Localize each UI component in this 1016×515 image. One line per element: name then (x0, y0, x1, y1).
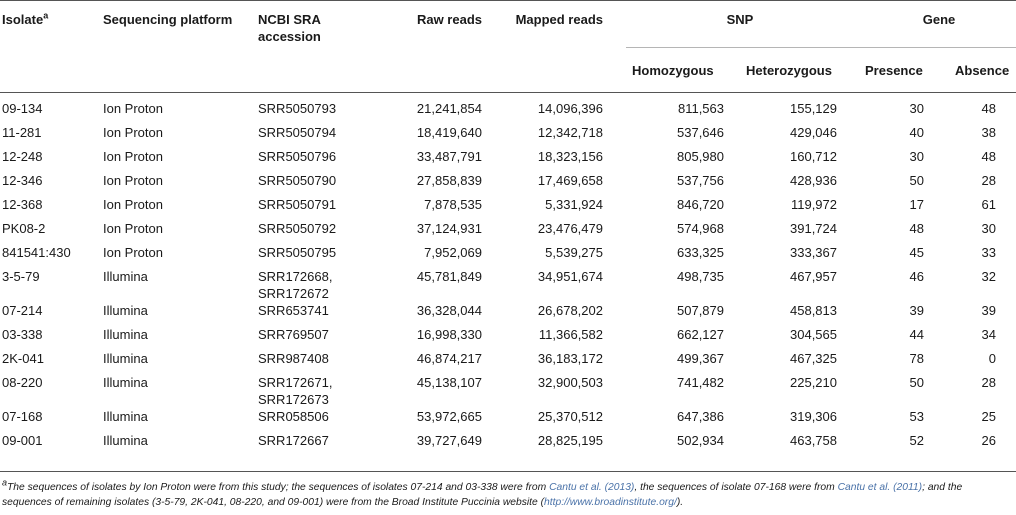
cell-heterozygous: 225,210 (790, 375, 837, 390)
cell-raw-reads: 7,878,535 (424, 197, 482, 212)
cell-absence: 48 (981, 101, 996, 116)
cell-homozygous: 537,646 (677, 125, 724, 140)
cell-presence: 53 (909, 409, 924, 424)
cell-heterozygous: 428,936 (790, 173, 837, 188)
cell-presence: 48 (909, 221, 924, 236)
cell-heterozygous: 391,724 (790, 221, 837, 236)
cell-accession: SRR5050794 (258, 125, 337, 140)
cell-raw-reads: 16,998,330 (416, 327, 482, 342)
cell-heterozygous: 160,712 (790, 149, 837, 164)
cell-platform: Illumina (103, 351, 148, 366)
header-accession-line1: NCBI SRA (258, 12, 321, 27)
ref-cantu-2013-link[interactable]: Cantu et al. (2013) (549, 482, 635, 493)
cell-presence: 78 (909, 351, 924, 366)
cell-absence: 0 (988, 351, 996, 366)
cell-raw-reads: 36,328,044 (416, 303, 482, 318)
cell-isolate: 07-214 (2, 303, 43, 318)
cell-mapped-reads: 14,096,396 (537, 101, 603, 116)
cell-accession: SRR172668, (258, 269, 333, 284)
cell-homozygous: 574,968 (677, 221, 724, 236)
cell-accession: SRR5050790 (258, 173, 337, 188)
cell-isolate: 12-368 (2, 197, 43, 212)
cell-absence: 32 (981, 269, 996, 284)
header-accession-line2: accession (258, 29, 321, 44)
cell-absence: 28 (981, 375, 996, 390)
table-bottom-rule (0, 471, 1016, 472)
cell-absence: 28 (981, 173, 996, 188)
cell-raw-reads: 53,972,665 (416, 409, 482, 424)
header-snp: SNP (726, 12, 754, 27)
table-footnote: $^a$The sequences of isolates by Ion Proton were from this study; the sequences of isolates 07-214 and 03-338 were from Cantu et al. (2013), the sequences of isolate 07-168 were from Cantu et al. (2011); and the sequences of remaining isolates (3-5-79, 2K-041, 08-220, and 09-001) were from the Broad Institute Puccinia website (http://www.broadinstitute.org/). (2, 477, 963, 508)
cell-homozygous: 805,980 (677, 149, 724, 164)
cell-homozygous: 507,879 (677, 303, 724, 318)
cell-absence: 39 (981, 303, 996, 318)
cell-presence: 39 (909, 303, 924, 318)
cell-raw-reads: 45,138,107 (416, 375, 482, 390)
broad-institute-url-link[interactable]: http://www.broadinstitute.org/ (544, 497, 677, 508)
cell-platform: Ion Proton (103, 245, 163, 260)
cell-accession: SRR5050791 (258, 197, 337, 212)
cell-platform: Illumina (103, 327, 148, 342)
cell-homozygous: 846,720 (677, 197, 724, 212)
cell-absence: 33 (981, 245, 996, 260)
cell-platform: Ion Proton (103, 101, 163, 116)
cell-accession: SRR058506 (258, 409, 329, 424)
cell-isolate: 09-134 (2, 101, 43, 116)
cell-heterozygous: 467,325 (790, 351, 837, 366)
cell-presence: 50 (909, 375, 924, 390)
cell-isolate: 08-220 (2, 375, 43, 390)
header-heterozygous: Heterozygous (746, 63, 832, 78)
cell-accession: SRR172667 (258, 433, 329, 448)
cell-heterozygous: 304,565 (790, 327, 837, 342)
cell-mapped-reads: 5,331,924 (545, 197, 603, 212)
cell-accession-line2: SRR172673 (258, 392, 329, 407)
cell-accession: SRR5050792 (258, 221, 337, 236)
cell-presence: 45 (909, 245, 924, 260)
cell-isolate: 12-346 (2, 173, 43, 188)
header-isolate: Isolate$^a$ (2, 10, 49, 27)
cell-heterozygous: 463,758 (790, 433, 837, 448)
cell-accession: SRR5050793 (258, 101, 337, 116)
cell-platform: Illumina (103, 375, 148, 390)
cell-homozygous: 633,325 (677, 245, 724, 260)
cell-absence: 26 (981, 433, 996, 448)
cell-platform: Ion Proton (103, 149, 163, 164)
cell-absence: 34 (981, 327, 996, 342)
cell-accession-line2: SRR172672 (258, 286, 329, 301)
cell-accession: SRR5050795 (258, 245, 337, 260)
table-top-rule (0, 0, 1016, 1)
cell-absence: 48 (981, 149, 996, 164)
cell-mapped-reads: 12,342,718 (537, 125, 603, 140)
cell-heterozygous: 458,813 (790, 303, 837, 318)
cell-homozygous: 537,756 (677, 173, 724, 188)
cell-heterozygous: 333,367 (790, 245, 837, 260)
cell-raw-reads: 33,487,791 (416, 149, 482, 164)
header-raw-reads: Raw reads (416, 12, 482, 27)
ref-cantu-2011-link[interactable]: Cantu et al. (2011) (837, 482, 923, 493)
cell-heterozygous: 467,957 (790, 269, 837, 284)
cell-isolate: 07-168 (2, 409, 43, 424)
cell-presence: 17 (909, 197, 924, 212)
cell-mapped-reads: 5,539,275 (545, 245, 603, 260)
cell-presence: 46 (909, 269, 924, 284)
cell-raw-reads: 7,952,069 (424, 245, 482, 260)
cell-raw-reads: 45,781,849 (416, 269, 482, 284)
cell-presence: 44 (909, 327, 924, 342)
cell-mapped-reads: 26,678,202 (537, 303, 603, 318)
cell-isolate: 09-001 (2, 433, 43, 448)
cell-raw-reads: 27,858,839 (416, 173, 482, 188)
cell-mapped-reads: 18,323,156 (537, 149, 603, 164)
header-absence: Absence (955, 63, 1010, 78)
cell-mapped-reads: 28,825,195 (537, 433, 603, 448)
cell-platform: Ion Proton (103, 125, 163, 140)
cell-platform: Ion Proton (103, 221, 163, 236)
cell-heterozygous: 155,129 (790, 101, 837, 116)
cell-raw-reads: 18,419,640 (416, 125, 482, 140)
cell-platform: Ion Proton (103, 197, 163, 212)
header-gene: Gene (922, 12, 956, 27)
cell-mapped-reads: 23,476,479 (537, 221, 603, 236)
cell-accession: SRR653741 (258, 303, 329, 318)
cell-heterozygous: 429,046 (790, 125, 837, 140)
cell-homozygous: 811,563 (677, 101, 724, 116)
cell-homozygous: 499,367 (677, 351, 724, 366)
cell-homozygous: 741,482 (677, 375, 724, 390)
cell-platform: Illumina (103, 433, 148, 448)
cell-isolate: 3-5-79 (2, 269, 40, 284)
cell-raw-reads: 39,727,649 (416, 433, 482, 448)
cell-heterozygous: 119,972 (790, 197, 837, 212)
cell-raw-reads: 46,874,217 (416, 351, 482, 366)
cell-platform: Illumina (103, 303, 148, 318)
cell-absence: 38 (981, 125, 996, 140)
cell-isolate: 11-281 (2, 125, 42, 140)
cell-presence: 30 (909, 101, 924, 116)
cell-mapped-reads: 36,183,172 (537, 351, 603, 366)
cell-raw-reads: 37,124,931 (416, 221, 482, 236)
cell-accession: SRR172671, (258, 375, 333, 390)
cell-platform: Illumina (103, 269, 148, 284)
cell-homozygous: 498,735 (677, 269, 724, 284)
cell-isolate: 03-338 (2, 327, 43, 342)
header-mapped-reads: Mapped reads (515, 12, 603, 27)
header-bottom-rule (0, 92, 1016, 93)
cell-isolate: PK08-2 (2, 221, 46, 236)
header-presence: Presence (865, 63, 923, 78)
header-sequencing-platform: Sequencing platform (103, 12, 233, 27)
cell-presence: 40 (909, 125, 924, 140)
cell-absence: 25 (981, 409, 996, 424)
cell-isolate: 12-248 (2, 149, 43, 164)
cell-mapped-reads: 17,469,658 (537, 173, 603, 188)
cell-heterozygous: 319,306 (790, 409, 837, 424)
cell-mapped-reads: 34,951,674 (537, 269, 603, 284)
cell-homozygous: 647,386 (677, 409, 724, 424)
cell-platform: Ion Proton (103, 173, 163, 188)
cell-mapped-reads: 32,900,503 (537, 375, 603, 390)
cell-mapped-reads: 25,370,512 (537, 409, 603, 424)
cell-platform: Illumina (103, 409, 148, 424)
cell-accession: SRR987408 (258, 351, 329, 366)
cell-presence: 52 (909, 433, 924, 448)
cell-absence: 61 (981, 197, 996, 212)
cell-accession: SRR769507 (258, 327, 329, 342)
cell-accession: SRR5050796 (258, 149, 337, 164)
header-homozygous: Homozygous (632, 63, 714, 78)
cell-absence: 30 (981, 221, 996, 236)
cell-mapped-reads: 11,366,582 (538, 327, 603, 342)
cell-isolate: 841541:430 (2, 245, 71, 260)
cell-presence: 30 (909, 149, 924, 164)
cell-homozygous: 662,127 (677, 327, 724, 342)
cell-presence: 50 (909, 173, 924, 188)
cell-homozygous: 502,934 (677, 433, 724, 448)
cell-raw-reads: 21,241,854 (416, 101, 482, 116)
snp-gene-underline-rule (626, 47, 1016, 48)
cell-isolate: 2K-041 (2, 351, 44, 366)
